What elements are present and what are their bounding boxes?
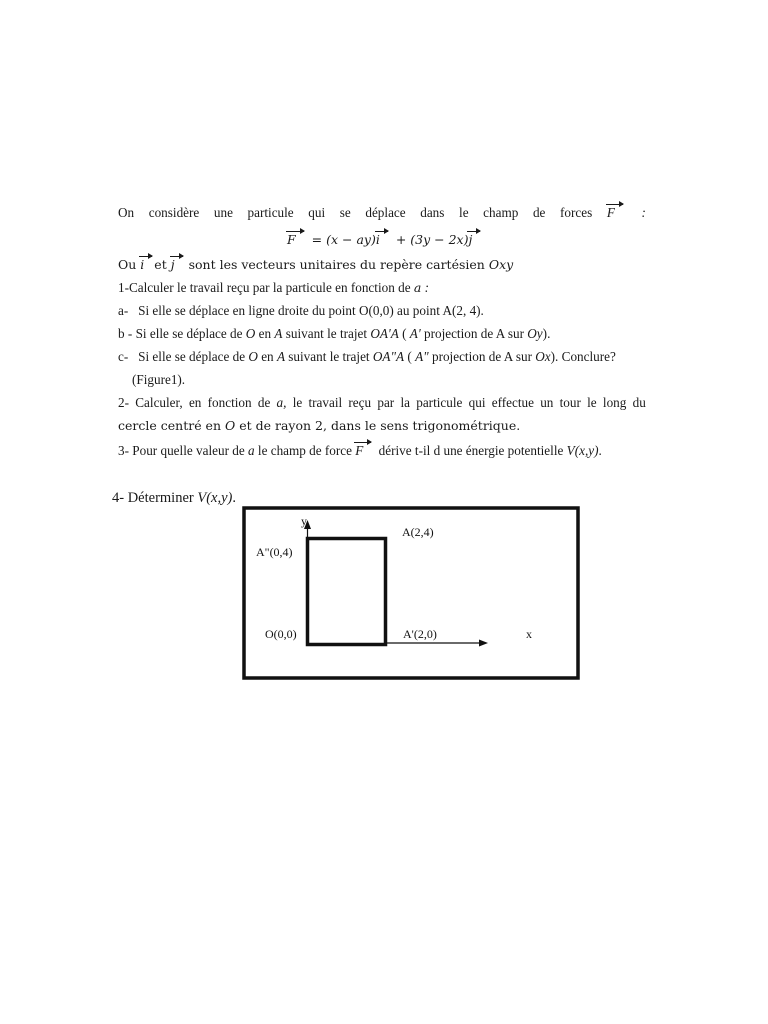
q1-b-prefix: b - Si elle se déplace de [118, 326, 243, 341]
label-A-prime: A'(2,0) [403, 627, 437, 641]
q2-word: en [188, 395, 202, 410]
q2-param: a, [276, 395, 287, 410]
unit-vector-i: i [375, 232, 380, 247]
q2-word: particule [416, 395, 463, 410]
q2-word: le [292, 395, 303, 410]
unit-mid: et [154, 257, 167, 272]
intro-word: dans [420, 205, 445, 220]
q1-b-end: ). [542, 326, 551, 341]
path-rectangle [308, 539, 386, 645]
q1-b-suffix: projection de A sur [423, 326, 524, 341]
q1-c-adouble: A" [415, 349, 429, 364]
unit-frame: Oxy [488, 257, 514, 272]
q1-title-text: 1-Calculer le travail reçu par la particule en fonction de [118, 280, 411, 295]
q1-b-O: O [245, 326, 256, 341]
q2-word: par [377, 395, 395, 410]
q1-c-A: A [276, 349, 285, 364]
force-vector: F [606, 205, 615, 220]
q2-word: de [257, 395, 271, 410]
q1-c-O: O [248, 349, 258, 364]
intro-word: de [532, 205, 546, 220]
q2-word: la [400, 395, 410, 410]
q1-c-open: ( [407, 349, 412, 364]
q3-param: a [248, 443, 255, 458]
intro-word: se [339, 205, 351, 220]
q1-c-en: en [261, 349, 274, 364]
q1-colon: : [424, 280, 429, 295]
intro-word: qui [308, 205, 326, 220]
q1-c-mid: suivant le trajet [288, 349, 370, 364]
q1-b-open: ( [402, 326, 407, 341]
q4-prefix: 4- Déterminer [112, 490, 194, 506]
q2-word: Calculer, [135, 395, 183, 410]
equation-rhs-2: + (3y − 2x) [395, 232, 469, 247]
unit-vector-i: i [140, 257, 145, 272]
q3-prefix: 3- Pour quelle valeur de [118, 443, 245, 458]
q1-param: a [413, 280, 422, 295]
q2-line2-prefix: cercle centré en [118, 418, 222, 433]
q3-mid2: dérive t-il d une énergie potentielle [378, 443, 564, 458]
intro-word: considère [148, 205, 200, 220]
q1-b-en: en [258, 326, 272, 341]
q1-c-end: ). Conclure? [550, 349, 616, 364]
q4-potential: V(x,y) [197, 490, 233, 506]
intro-word: On [118, 205, 135, 220]
intro-word: particule [247, 205, 294, 220]
label-y: y [301, 514, 307, 528]
q2-word: long [602, 395, 627, 410]
intro-word: le [459, 205, 469, 220]
figure-ref: (Figure1). [132, 372, 186, 387]
q2-word: qui [468, 395, 486, 410]
q4-end: . [232, 490, 236, 506]
label-O: O(0,0) [265, 627, 297, 641]
label-A-double-prime: A"(0,4) [256, 545, 293, 559]
intro-word: une [213, 205, 233, 220]
q1-c-path: OA"A [372, 349, 405, 364]
q2-word: un [540, 395, 554, 410]
q2-word: du [632, 395, 646, 410]
q2-word: travail [308, 395, 343, 410]
q1-b-axis: Oy [527, 326, 543, 341]
intro-word: champ [483, 205, 519, 220]
intro-word: forces [560, 205, 593, 220]
q2-word: tour [559, 395, 581, 410]
equation-rhs-1: = (x − ay) [311, 232, 376, 247]
unit-vector-j: j [468, 232, 473, 247]
q2-line2-O: O [225, 418, 236, 433]
q2-line2-suffix: et de rayon 2, dans le sens trigonométrique. [239, 418, 521, 433]
q1-b-aprime: A' [409, 326, 421, 341]
unit-prefix: Ou [118, 257, 137, 272]
q3-potential: V(x,y) [566, 443, 599, 458]
equation-lhs: F [287, 232, 296, 247]
intro-word: déplace [365, 205, 406, 220]
q2-word: fonction [207, 395, 252, 410]
label-A: A(2,4) [402, 525, 434, 539]
unit-text: sont les vecteurs unitaires du repère cartésien [188, 257, 485, 272]
x-axis-arrow-icon [479, 640, 488, 647]
label-x: x [526, 627, 532, 641]
q2-word: effectue [491, 395, 534, 410]
q1-c-axis: Ox [535, 349, 551, 364]
intro-colon: : [641, 205, 646, 220]
q1-b-path: OA'A [370, 326, 399, 341]
q1-c-suffix: projection de A sur [431, 349, 532, 364]
q2-word: le [587, 395, 597, 410]
q2-word: reçu [348, 395, 372, 410]
unit-vector-j: j [170, 257, 175, 272]
q2-word: 2- [118, 395, 129, 410]
q1-c-prefix: c- Si elle se déplace de [118, 349, 246, 364]
q3-mid: le champ de force [257, 443, 352, 458]
q1-b-mid: suivant le trajet [285, 326, 368, 341]
q3-end: . [598, 443, 602, 458]
q1-b-A: A [274, 326, 283, 341]
q1-a-text: a- Si elle se déplace en ligne droite du point O(0,0) au point A(2, 4). [118, 303, 484, 318]
q3-force-vector: F [355, 443, 364, 458]
